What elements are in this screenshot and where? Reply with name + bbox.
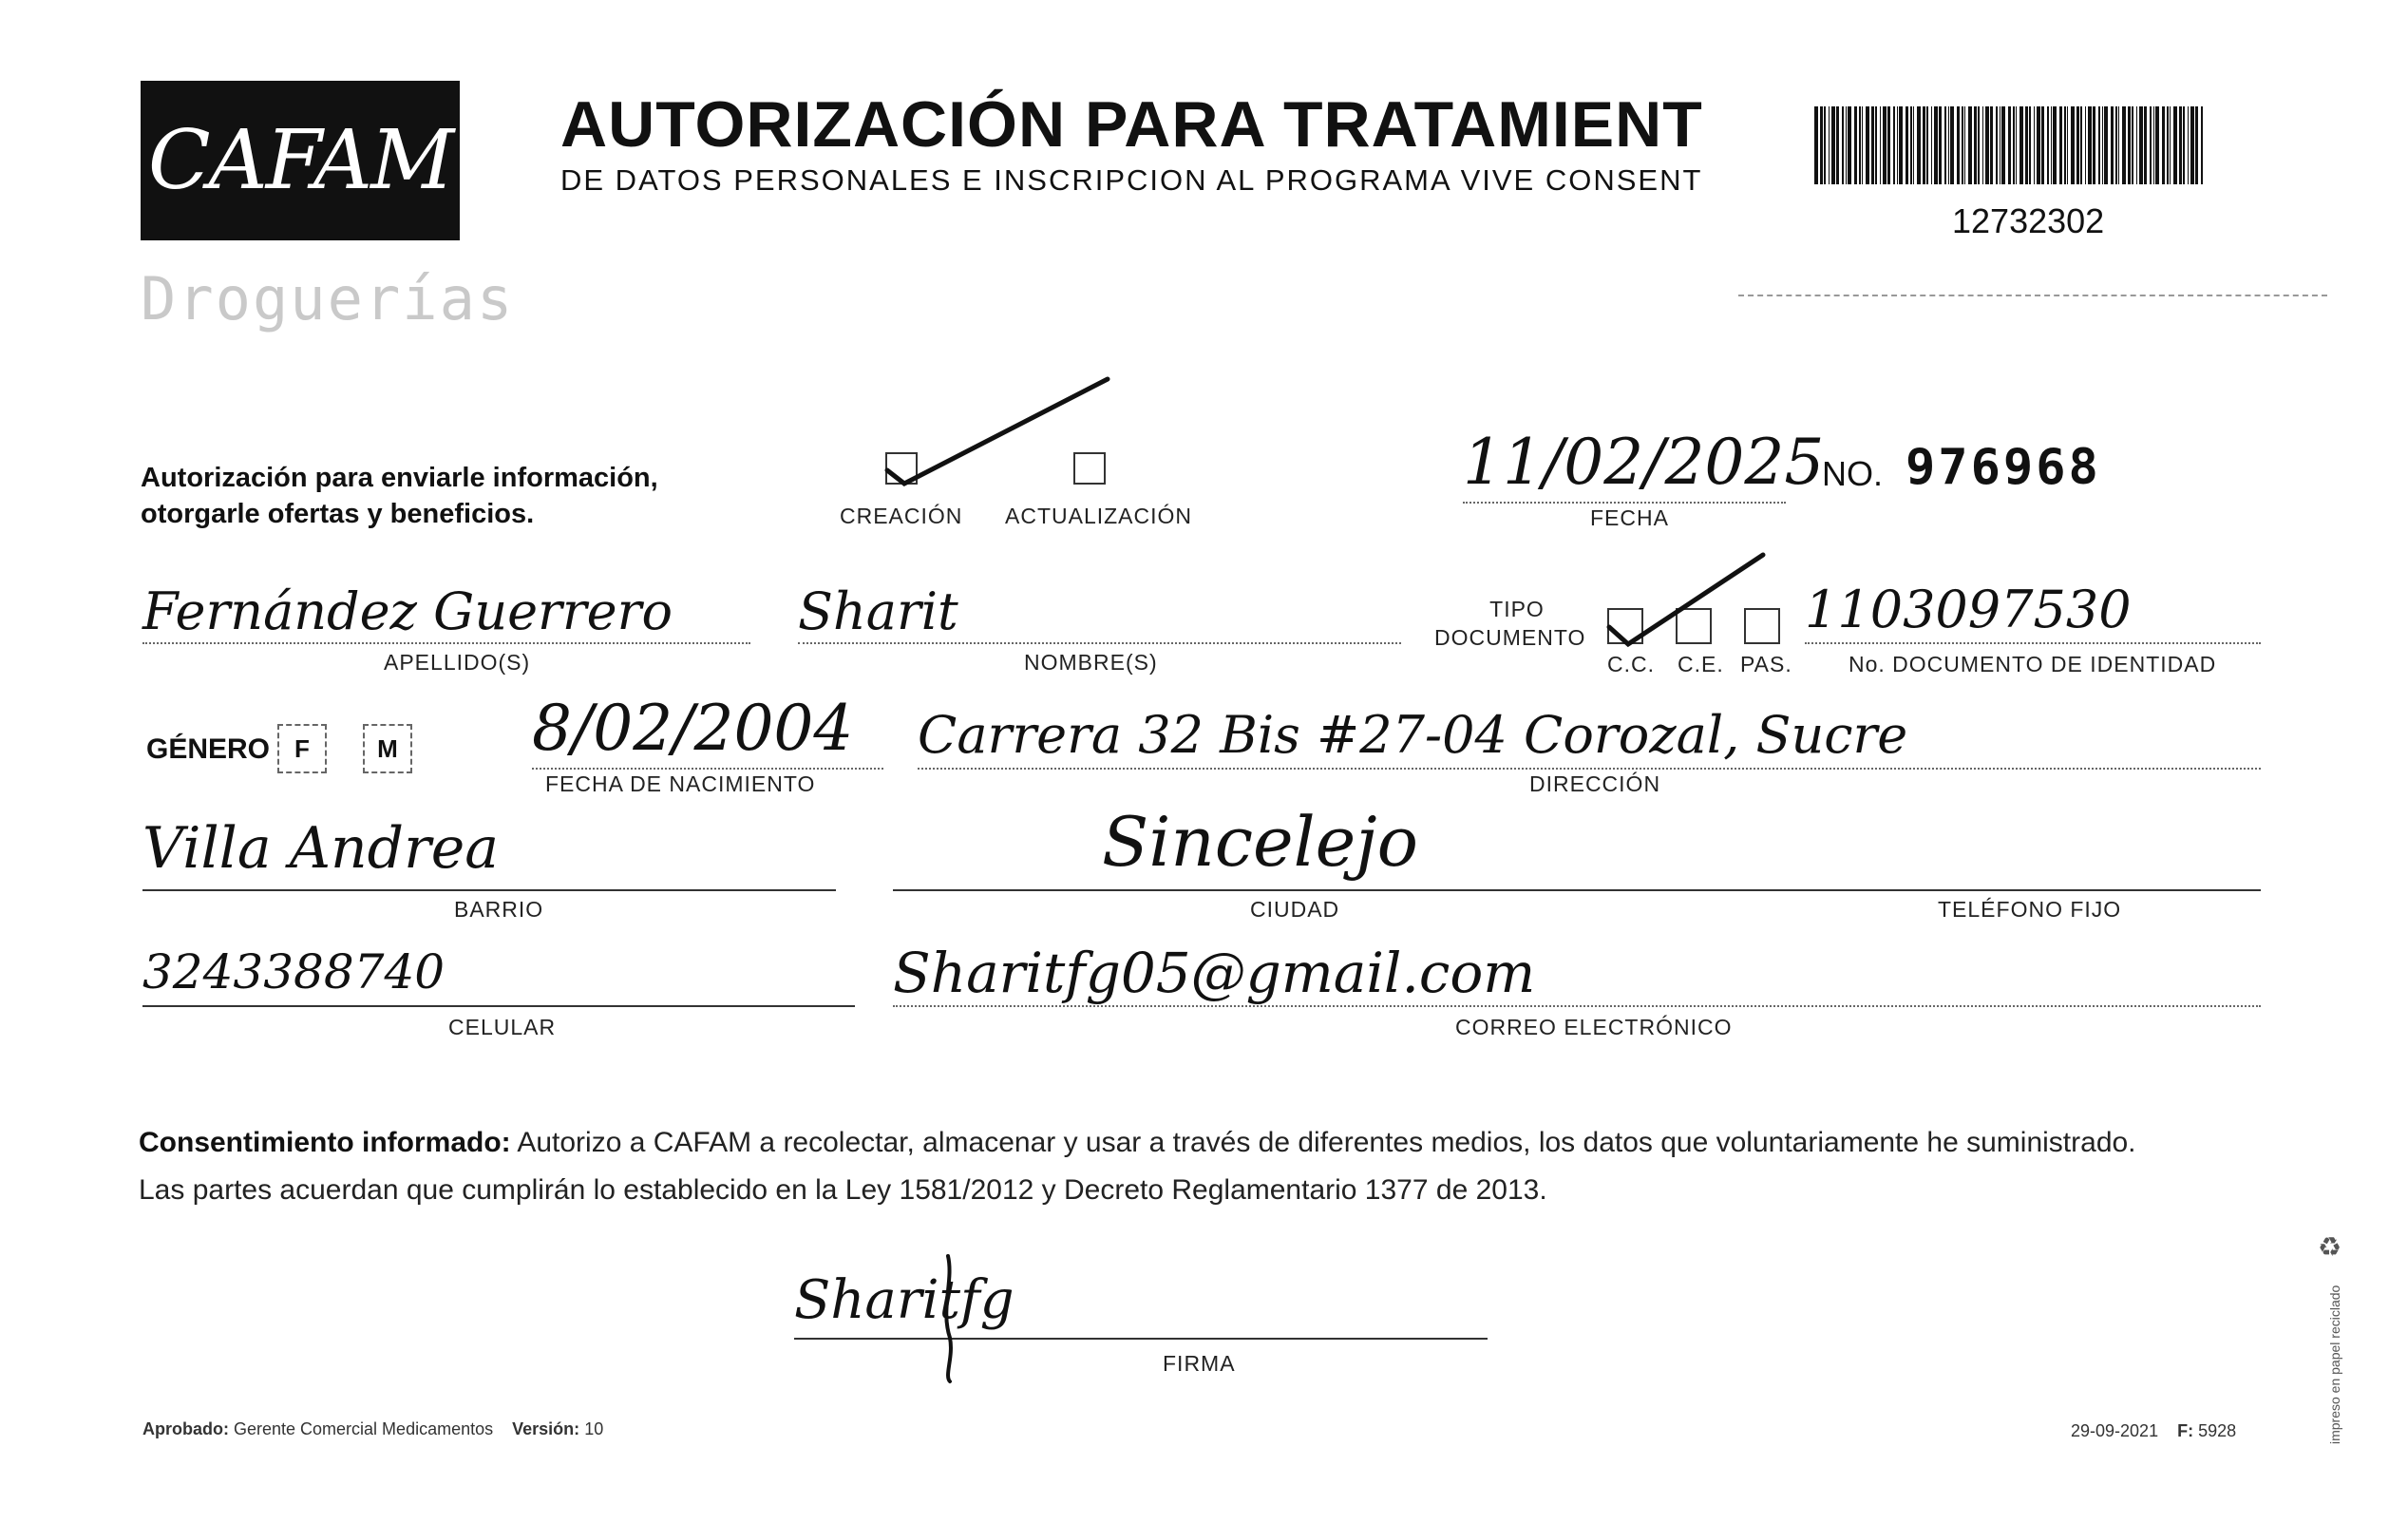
barcode-bar [2034, 106, 2035, 184]
consent-line2: Las partes acuerdan que cumplirán lo establecido en la Ley 1581/2012 y Decreto Reglamentario 1377 de 2013. [139, 1174, 1547, 1206]
address-field[interactable]: Carrera 32 Bis #27-04 Corozal, Sucre [918, 705, 2261, 770]
barcode-bar [1931, 106, 1932, 184]
barcode-bar [1848, 106, 1851, 184]
barcode-bar [1893, 106, 1895, 184]
barcode-bar [2093, 106, 2095, 184]
barcode-bar [2098, 106, 2100, 184]
barcode-bar [2085, 106, 2086, 184]
no-label: NO. [1822, 454, 1884, 493]
birth-date-label: FECHA DE NACIMIENTO [545, 771, 816, 796]
barcode-bar [1820, 106, 1823, 184]
barcode-bar [2041, 106, 2044, 184]
barcode-bar [1910, 106, 1912, 184]
barcode-bar [1831, 106, 1835, 184]
barcode-bar [1829, 106, 1830, 184]
barcode-bar [2102, 106, 2103, 184]
barcode-bar [2122, 106, 2126, 184]
barcode-bar [1880, 106, 1881, 184]
barcode-bar [1996, 106, 1998, 184]
barcode-bar [1913, 106, 1914, 184]
recycle-icon: ♻ [2318, 1232, 2342, 1262]
barcode-bar [1866, 106, 1869, 184]
barcode-bar [2132, 106, 2133, 184]
barcode-bar [2064, 106, 2066, 184]
barcode-bar [2080, 106, 2082, 184]
barcode-bar [2188, 106, 2189, 184]
form-code-label: F: [2177, 1421, 2194, 1440]
barcode-bar [2201, 106, 2203, 184]
actualizacion-checkbox[interactable] [1073, 452, 1106, 485]
apellidos-field[interactable]: Fernández Guerrero [142, 581, 750, 644]
barcode-bar [1939, 106, 1942, 184]
barcode-bar [1968, 106, 1972, 184]
form-number: 976968 [1906, 439, 2101, 496]
header-divider [1738, 295, 2327, 296]
telefono-field[interactable] [1773, 836, 2261, 891]
email-label: CORREO ELECTRÓNICO [1455, 1015, 1733, 1039]
barcode-bar [1854, 106, 1857, 184]
authorization-label-line2: otorgarle ofertas y beneficios. [141, 499, 535, 529]
barcode-bar [2047, 106, 2049, 184]
logo-brand-text: CAFAM [147, 113, 453, 208]
barcode-bar [2104, 106, 2108, 184]
barcode-bar [2076, 106, 2079, 184]
documento-label: DOCUMENTO [1434, 625, 1586, 650]
barcode-bar [2118, 106, 2119, 184]
nombres-label: NOMBRE(S) [1024, 650, 1158, 675]
barcode-bar [1842, 106, 1844, 184]
nombres-field[interactable]: Sharit [798, 581, 1401, 644]
apellidos-label: APELLIDO(S) [384, 650, 531, 675]
barcode-bar [2016, 106, 2017, 184]
barcode-bar [1859, 106, 1861, 184]
recycled-paper-note: impreso en papel reciclado [2327, 1285, 2342, 1444]
tipo-label: TIPO [1489, 597, 1545, 621]
address-label: DIRECCIÓN [1529, 771, 1661, 796]
form-subtitle: DE DATOS PERSONALES E INSCRIPCION AL PROGRAMA VIVE CONSENT [560, 163, 1703, 197]
footer-date-form [2071, 1421, 2236, 1441]
barcode-bar [2025, 106, 2028, 184]
barcode-bar [1814, 106, 1818, 184]
barcode-bar [1990, 106, 1993, 184]
aprobado-value: Gerente Comercial Medicamentos [234, 1419, 494, 1438]
version-label: Versión: [512, 1419, 580, 1438]
doc-number-field[interactable]: 1103097530 [1805, 580, 2261, 644]
barcode-bar [1926, 106, 1928, 184]
version-value: 10 [584, 1419, 604, 1438]
barcode-bar [1964, 106, 1965, 184]
barcode-bar [2067, 106, 2068, 184]
barcode-bar [1982, 106, 1983, 184]
barcode-bar [1917, 106, 1921, 184]
barcode-bar [1846, 106, 1847, 184]
barcode-bar [2008, 106, 2011, 184]
authorization-label-line1: Autorización para enviarle información, [141, 463, 658, 493]
barcode-bar [1948, 106, 1949, 184]
fecha-field[interactable]: 11/02/2025 [1463, 426, 1786, 504]
consent-text [139, 1119, 2266, 1214]
aprobado-label: Aprobado: [142, 1419, 229, 1438]
barcode-bar [2153, 106, 2154, 184]
consent-line1: Autorizo a CAFAM a recolectar, almacenar y usar a través de diferentes medios, los datos que voluntariamente he suministrado. [510, 1127, 2136, 1158]
barcode-bar [2128, 106, 2131, 184]
doc-type-ce-label: C.E. [1678, 652, 1724, 676]
barcode-bar [1871, 106, 1874, 184]
authorization-label [141, 460, 658, 532]
birth-date-field[interactable]: 8/02/2004 [532, 692, 883, 770]
consent-bold-label: Consentimiento informado: [139, 1127, 511, 1158]
barcode-bar [1824, 106, 1826, 184]
doc-number-label: No. DOCUMENTO DE IDENTIDAD [1849, 652, 2217, 676]
barcode-bar [1875, 106, 1877, 184]
barcode-bar [1923, 106, 1925, 184]
barcode-bar [1906, 106, 1908, 184]
footer-approval [142, 1419, 603, 1439]
barcode-bar [2195, 106, 2198, 184]
barcode-number: 12732302 [1952, 201, 2105, 240]
barcode-bar [1944, 106, 1946, 184]
barcode-bar [1897, 106, 1898, 184]
ciudad-label: CIUDAD [1250, 897, 1340, 922]
barcode-bar [1934, 106, 1938, 184]
barcode-bar [1985, 106, 1989, 184]
barcode-bar [2037, 106, 2040, 184]
barcode-bar [2167, 106, 2169, 184]
ciudad-field[interactable]: Sincelejo [893, 802, 1786, 891]
form-title: AUTORIZACIÓN PARA TRATAMIENT [560, 88, 1703, 161]
celular-label: CELULAR [448, 1015, 557, 1039]
barcode-bar [2183, 106, 2185, 184]
barcode-bar [2115, 106, 2117, 184]
barcode-bar [2144, 106, 2147, 184]
barcode-bar [1836, 106, 1839, 184]
barcode-bar [1974, 106, 1977, 184]
barcode-bar [1950, 106, 1954, 184]
signature-field[interactable]: Sharitfg [794, 1269, 1488, 1340]
barcode-bar [2179, 106, 2182, 184]
doc-type-checkmark-icon [1605, 551, 1767, 656]
cafam-logo [141, 81, 460, 240]
barcode-bar [2150, 106, 2152, 184]
logo-subtitle: Droguerías [141, 264, 515, 333]
barcode-bar [2190, 106, 2194, 184]
gender-f-box[interactable]: F [277, 724, 327, 773]
barcode-bar [2136, 106, 2137, 184]
telefono-label: TELÉFONO FIJO [1938, 897, 2122, 922]
barcode-bar [2155, 106, 2159, 184]
barcode-bar [1899, 106, 1903, 184]
barcode [1814, 106, 2204, 184]
barcode-bar [1887, 106, 1890, 184]
barcode-bar [1978, 106, 1980, 184]
doc-type-pas-label: PAS. [1740, 652, 1792, 676]
barcode-bar [2139, 106, 2143, 184]
barcode-bar [2051, 106, 2052, 184]
barrio-field[interactable]: Villa Andrea [142, 815, 836, 891]
barcode-bar [2019, 106, 2023, 184]
barrio-label: BARRIO [454, 897, 544, 922]
signature-label: FIRMA [1163, 1351, 1236, 1376]
barcode-bar [2111, 106, 2114, 184]
barcode-bar [1957, 106, 1960, 184]
genero-label: GÉNERO [146, 733, 271, 765]
barcode-bar [2088, 106, 2092, 184]
fecha-label: FECHA [1590, 505, 1669, 530]
barcode-bar [1883, 106, 1887, 184]
barcode-bar [2059, 106, 2062, 184]
doc-type-cc-label: C.C. [1607, 652, 1655, 676]
barcode-bar [2162, 106, 2165, 184]
footer-date: 29-09-2021 [2071, 1421, 2159, 1440]
actualizacion-label: ACTUALIZACIÓN [1005, 504, 1193, 528]
barcode-bar [2071, 106, 2075, 184]
celular-field[interactable]: 3243388740 [142, 944, 855, 1007]
creacion-label: CREACIÓN [840, 504, 963, 528]
signature-stroke-icon [931, 1252, 969, 1385]
barcode-bar [1862, 106, 1863, 184]
barcode-bar [2173, 106, 2177, 184]
email-field[interactable]: Sharitfg05@gmail.com [893, 941, 2261, 1007]
barcode-bar [2029, 106, 2031, 184]
gender-m-box[interactable]: M [363, 724, 412, 773]
barcode-bar [2001, 106, 2005, 184]
barcode-bar [2053, 106, 2057, 184]
barcode-bar [2170, 106, 2171, 184]
barcode-bar [2013, 106, 2015, 184]
form-code-value: 5928 [2198, 1421, 2237, 1440]
barcode-bar [1962, 106, 1963, 184]
